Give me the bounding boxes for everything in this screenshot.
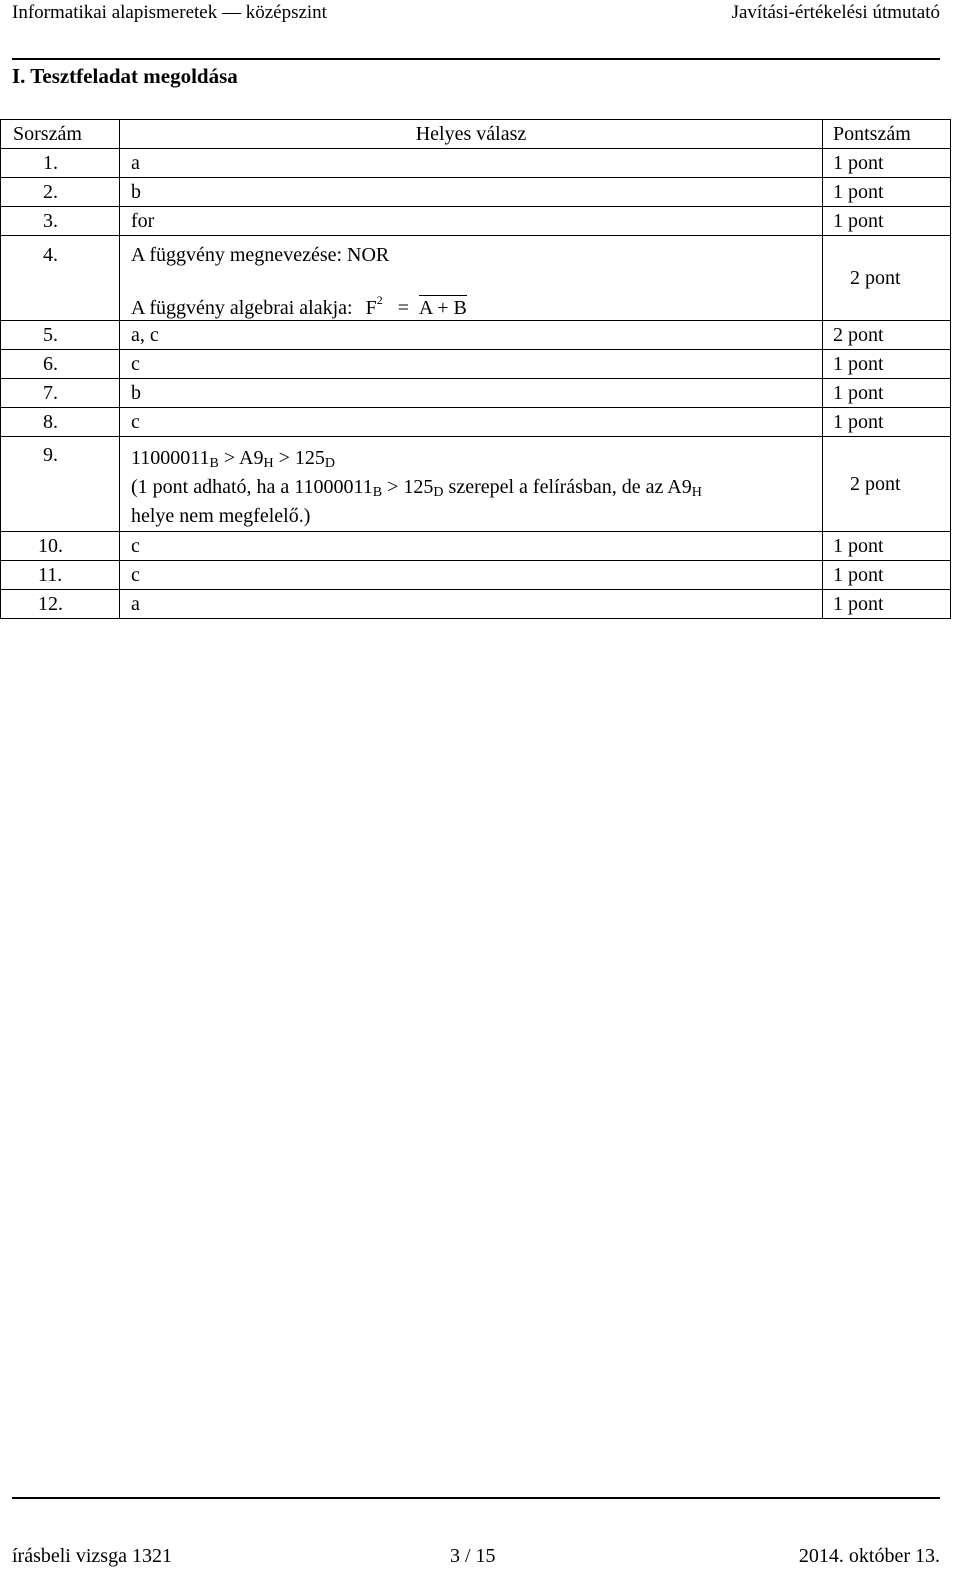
row-answer: a (120, 149, 823, 178)
table-row (1, 236, 951, 321)
footer-exam-id: írásbeli vizsga 1321 (12, 1545, 172, 1567)
row-points: 2 pont (823, 437, 951, 532)
row-answer: c (120, 532, 823, 561)
table-row (1, 590, 951, 619)
row-answer (120, 236, 823, 321)
row-points: 1 pont (823, 379, 951, 408)
formula-equals: = (397, 297, 409, 319)
table-row (1, 561, 951, 590)
row-points: 2 pont (823, 321, 951, 350)
formula-label: A függvény algebrai alakja: (131, 297, 353, 319)
row-points: 1 pont (823, 408, 951, 437)
row-points: 1 pont (823, 207, 951, 236)
row-answer: a, c (120, 321, 823, 350)
row-points: 1 pont (823, 178, 951, 207)
function-name-line: A függvény megnevezése: NOR (131, 244, 390, 266)
partial-credit-note-end: helye nem megfelelő.) (131, 505, 311, 527)
table-row (1, 149, 951, 178)
table-header-row (1, 120, 951, 149)
row-number: 4. (1, 236, 120, 321)
row-points: 1 pont (823, 532, 951, 561)
page-footer (12, 1497, 940, 1578)
column-header-answer: Helyes válasz (120, 120, 823, 149)
row-answer: b (120, 178, 823, 207)
function-formula-line (131, 293, 822, 320)
row-number: 6. (1, 350, 120, 379)
row-number: 10. (1, 532, 120, 561)
row-number: 11. (1, 561, 120, 590)
row-points: 1 pont (823, 590, 951, 619)
row-number: 5. (1, 321, 120, 350)
formula-superscript: 2 (376, 293, 383, 307)
answer-table (0, 119, 951, 619)
row-number: 8. (1, 408, 120, 437)
formula-negated-expression: A + B (418, 297, 467, 319)
row-points: 1 pont (823, 149, 951, 178)
conversion-inequality: $11000011_B > A9_H > 125_D$ (131, 447, 336, 471)
partial-credit-note: (1 pont adható, ha a $11000011_B > 125_D$ szerepel a felírásban, de az $A9_H$ (131, 476, 702, 500)
table-row (1, 207, 951, 236)
formula-function: F (365, 297, 377, 319)
section-title: I. Tesztfeladat megoldása (12, 64, 238, 88)
row-points: 2 pont (823, 236, 951, 321)
row-answer: c (120, 561, 823, 590)
row-points: 1 pont (823, 561, 951, 590)
footer-page-number: 3 / 15 (450, 1545, 496, 1567)
header-subject: Informatikai alapismeretek — középszint (12, 2, 327, 23)
table-row (1, 437, 951, 532)
table-row (1, 178, 951, 207)
row-points: 1 pont (823, 350, 951, 379)
table-row (1, 321, 951, 350)
row-answer: for (120, 207, 823, 236)
row-answer (120, 437, 823, 532)
row-number: 9. (1, 437, 120, 532)
table-row (1, 532, 951, 561)
column-header-points: Pontszám (823, 120, 951, 149)
row-number: 12. (1, 590, 120, 619)
table-row (1, 350, 951, 379)
row-answer: c (120, 408, 823, 437)
row-number: 2. (1, 178, 120, 207)
boolean-formula (365, 293, 467, 320)
table-row (1, 408, 951, 437)
table-row (1, 379, 951, 408)
row-number: 3. (1, 207, 120, 236)
header-doc-type: Javítási-értékelési útmutató (731, 2, 940, 23)
row-number: 7. (1, 379, 120, 408)
footer-date: 2014. október 13. (798, 1545, 940, 1567)
row-number: 1. (1, 149, 120, 178)
row-answer: b (120, 379, 823, 408)
row-answer: c (120, 350, 823, 379)
column-header-number: Sorszám (1, 120, 120, 149)
page-header (12, 0, 940, 60)
row-answer: a (120, 590, 823, 619)
